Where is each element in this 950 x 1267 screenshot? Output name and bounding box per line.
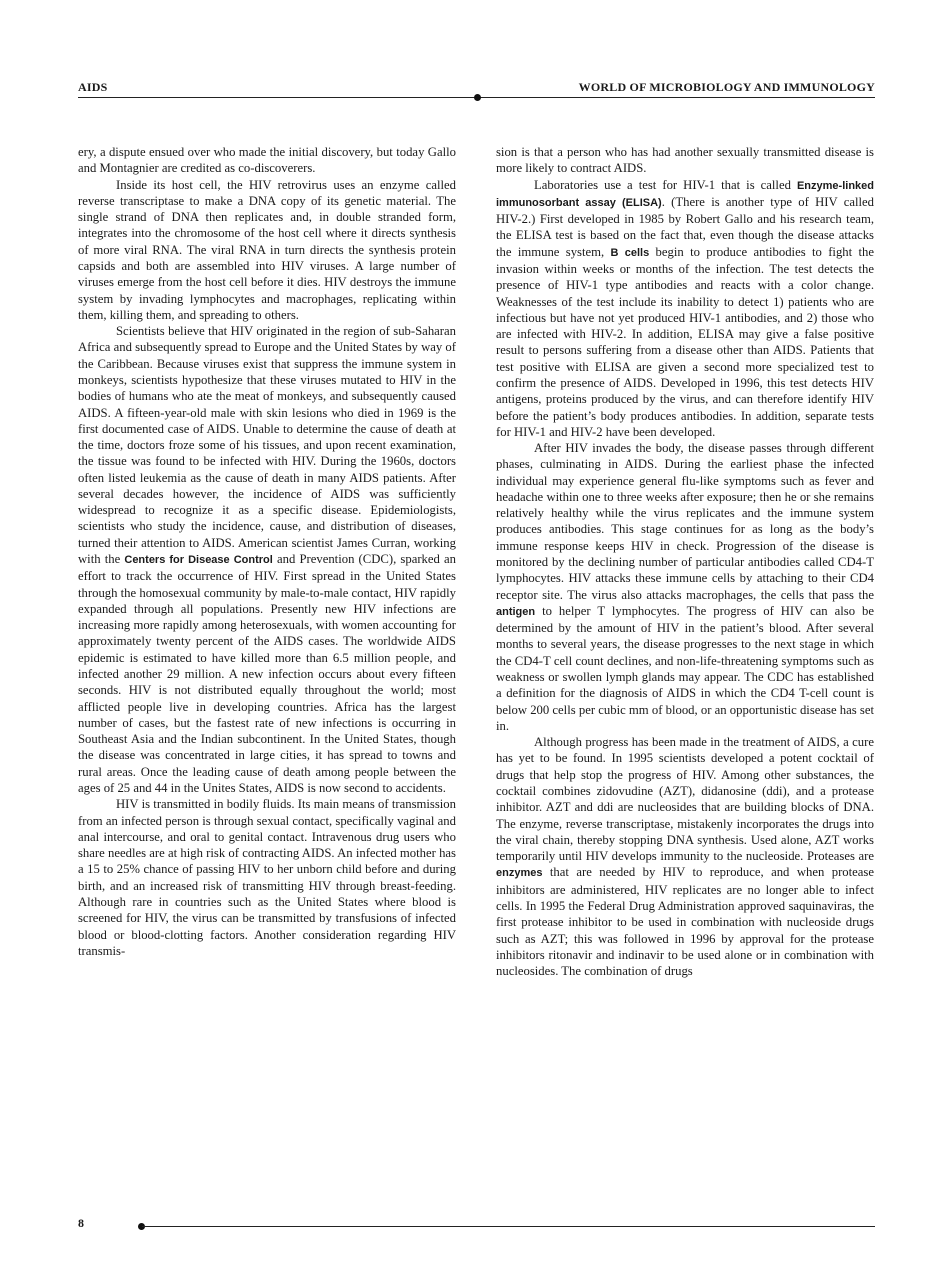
paragraph	[78, 323, 456, 796]
keyword-link: Centers for Disease Control	[124, 554, 273, 567]
paragraph: ery, a dispute ensued over who made the initial discovery, but today Gallo and Montagnier are credited as co-discoverers.	[78, 145, 456, 176]
left-column	[78, 144, 456, 959]
paragraph	[496, 734, 874, 979]
keyword-link: antigen	[496, 605, 536, 618]
paragraph	[496, 440, 874, 734]
paragraph-text: to helper T lymphocytes. The progress of HIV can also be determined by the amount of HIV in the patient’s blood. After several months to several years, the disease progresses to the next stage in which the CD4-T cell count declines, and non-life-threatening symptoms such as weakness or swollen lymph glands may appear. The CDC has established a definition for the diagnosis of AIDS in which the CD4 T-cell count is below 200 cells per cubic mm of blood, or an opportunistic disease has set in.	[496, 603, 874, 733]
paragraph-text: Although progress has been made in the treatment of AIDS, a cure has yet to be found. In 1995 scientists developed a potent cocktail of drugs that help stop the progress of HIV. Among other substances, the cocktail combines zidovudine (AZT), didanosine (ddi), and a protease inhibitor. AZT and ddi are nucleosides that are building blocks of DNA. The enzyme, reverse transcriptase, mistakenly incorporates the drugs into the viral chain, thereby stopping DNA synthesis. Used alone, AZT works temporarily until HIV develops immunity to the nucleoside. Proteases are	[496, 735, 874, 864]
page-number: 8	[78, 1216, 84, 1230]
paragraph-text: begin to produce antibodies to fight the invasion within weeks or months of the infection. The test detects the presence of HIV-1 type antibodies and reacts with a color change. Weaknesses of the test include its inability to detect 1) patients who are infectious but have not yet produced HIV-1 antibodies, and 2) those who are infected with HIV-2. In addition, ELISA may give a false positive result to persons suffering from a disease other than AIDS. Patients that test positive with ELISA are given a second more specialized test to confirm the presence of AIDS. Developed in 1996, this test detects HIV antigens, proteins produced by the virus, and can therefore identify HIV before the patient’s body produces antibodies. In addition, separate tests for HIV-1 and HIV-2 have been developed.	[496, 244, 875, 439]
header-book-title: WORLD OF MICROBIOLOGY AND IMMUNOLOGY	[578, 80, 875, 94]
paragraph: Inside its host cell, the HIV retrovirus uses an enzyme called reverse transcriptase to make a DNA copy of its genetic material. The single strand of DNA then replicates and, in double stranded form, integrates into the chromosome of the host cell where it directs synthesis of more viral RNA. The viral RNA in turn directs the synthesis protein capsids and both are assembled into HIV viruses. A large number of viruses emerge from the host cell before it dies. HIV destroys the immune system by invading lymphocytes and macrophages, replicating within them, killing them, and spreading to others.	[78, 177, 456, 322]
header-bullet-dot	[474, 94, 481, 101]
paragraph-text: that are needed by HIV to reproduce, and when protease inhibitors are administered, HIV replicates are no longer able to infect cells. In 1995 the Federal Drug Administration approved saquinaviras, the first protease inhibitor to be used in combination with nucleoside drugs such as AZT; this was followed in 1996 by approval for the protease inhibitors ritonavir and indinavir to be used alone or in combination with nucleosides. The combination of drugs	[496, 865, 874, 979]
paragraph: sion is that a person who has had another sexually transmitted disease is more likely to contract AIDS.	[496, 145, 874, 176]
right-column	[496, 144, 874, 979]
keyword-link: Enzyme-linked immunosorbant assay (ELISA)	[496, 179, 874, 209]
paragraph-text: and Prevention (CDC), sparked an effort to track the occurrence of HIV. First spread in the United States through the homosexual community by male-to-male contact, HIV rapidly expanded through all populations. Presently new HIV infections are increasing more rapidly among heterosexuals, with women accounting for approximately twenty percent of the AIDS cases. The worldwide AIDS epidemic is estimated to have killed more than 6.5 million people, and infected another 29 million. A new infection occurs about every fifteen seconds. HIV is not distributed equally throughout the world; most afflicted people live in developing countries. Africa has the largest number of cases, but the fastest rate of new infections is occurring in Southeast Asia and the Indian subcontinent. In the United States, though the disease was concentrated in large cities, it has spread to towns and rural areas. Once the leading cause of death among people between the ages of 25 and 44 in the Unites States, AIDS is now second to accidents.	[78, 552, 457, 795]
keyword-link: B cells	[610, 246, 650, 259]
paragraph-text: Scientists believe that HIV originated in the region of sub-Saharan Africa and subsequently spread to Europe and the United States by way of the Caribbean. Because viruses exist that suppress the immune system in monkeys, scientists hypothesize that these viruses mutated to HIV in the bodies of humans who ate the meat of monkeys, and subsequently caused AIDS. A fifteen-year-old male with skin lesions who died in 1969 is the first documented case of AIDS. Unable to determine the cause of death at the time, doctors froze some of his tissues, and upon recent examination, the tissue was found to be infected with HIV. During the 1960s, doctors often listed leukemia as the cause of death in many AIDS patients. After several decades however, the incidence of AIDS was sufficiently widespread to recognize it as a specific disease. Epidemiologists, scientists who study the incidence, cause, and distribution of diseases, turned their attention to AIDS. American scientist James Curran, working with the	[78, 324, 456, 567]
footer-rule	[142, 1226, 875, 1227]
header-section-title: AIDS	[78, 80, 108, 94]
paragraph-text: . (There is another type of HIV called HIV-2.) First developed in 1985 by Robert Gallo and his research team, the ELISA test is based on the fact that, even though the disease attacks the immune system,	[496, 194, 874, 259]
paragraph: HIV is transmitted in bodily fluids. Its main means of transmission from an infected person is through sexual contact, specifically vaginal and anal intercourse, and oral to genital contact. Intravenous drug users who share needles are at high risk of contracting AIDS. An infected mother has a 15 to 25% chance of passing HIV to her unborn child before and during birth, and an increased risk of transmitting HIV through breast-feeding. Although rare in countries such as the United States where blood is screened for HIV, the virus can be transmitted by transfusions of infected blood or blood-clotting factors. Another consideration regarding HIV transmis-	[78, 797, 456, 958]
paragraph-text: Laboratories use a test for HIV-1 that is called	[534, 177, 797, 192]
paragraph-text: After HIV invades the body, the disease passes through different phases, culminating in AIDS. During the earliest phase the infected individual may experience general flu-like symptoms such as fever and headache within one to three weeks after exposure; then he or she remains relatively healthy while the virus replicates and the immune system produces antibodies. This stage continues for as long as the body’s immune response keeps HIV in check. Progression of the disease is monitored by the declining number of particular antibodies called CD4-T lymphocytes. HIV attacks these immune cells by attaching to their CD4 receptor site. The virus also attacks macrophages, the cells that pass the	[496, 441, 874, 602]
paragraph	[496, 177, 874, 441]
keyword-link: enzymes	[496, 867, 543, 880]
